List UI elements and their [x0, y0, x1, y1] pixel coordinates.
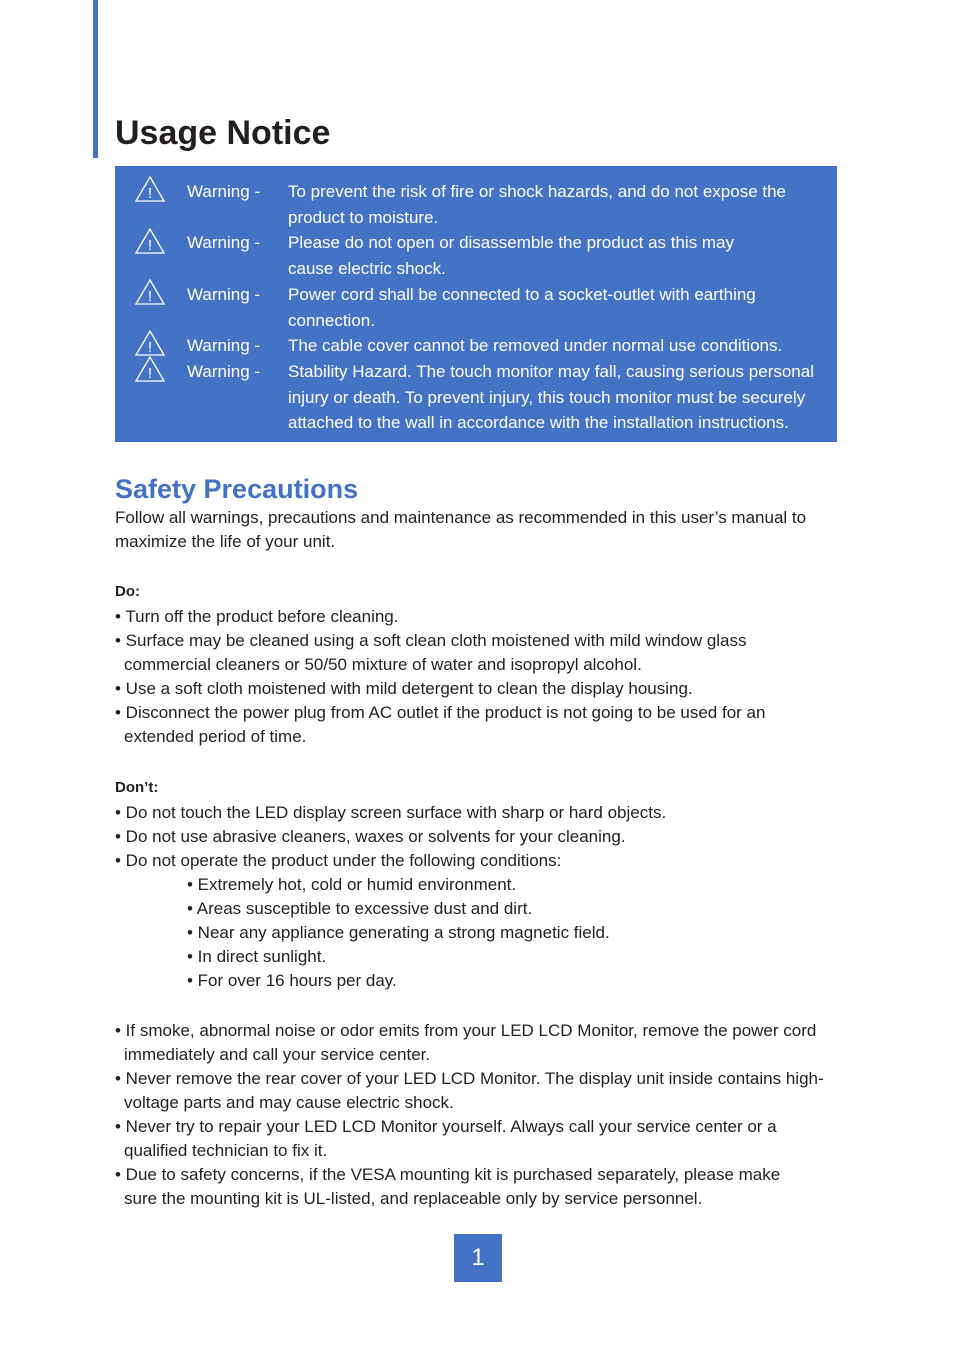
list-item: • Never try to repair your LED LCD Monitor yourself. Always call your service center or a qualified technician to fix it. — [115, 1117, 777, 1160]
list-item: • Areas susceptible to excessive dust and dirt. — [187, 899, 533, 918]
list-item: • Do not operate the product under the following conditions: — [115, 851, 562, 870]
warning-label: Warning - — [187, 285, 261, 304]
list-item: • Use a soft cloth moistened with mild detergent to clean the display housing. — [115, 679, 693, 698]
do-list — [115, 605, 835, 749]
left-accent-bar — [93, 0, 98, 158]
warning-text: Stability Hazard. The touch monitor may fall, causing serious personal injury or death. To prevent injury, this touch monitor must be securely attached to the wall in accordance with the installation instructions. — [288, 362, 814, 432]
warning-triangle-icon — [134, 175, 166, 203]
svg-text:!: ! — [147, 339, 153, 356]
additional-precautions-list — [115, 1019, 835, 1211]
list-item: • Do not touch the LED display screen surface with sharp or hard objects. — [115, 803, 667, 822]
warning-label: Warning - — [187, 182, 261, 201]
warning-box — [115, 166, 837, 442]
dont-list — [115, 801, 835, 873]
warning-text: The cable cover cannot be removed under normal use conditions. — [288, 336, 783, 355]
warning-triangle-icon — [134, 227, 166, 255]
list-item: • Near any appliance generating a strong magnetic field. — [187, 923, 610, 942]
list-item: • Turn off the product before cleaning. — [115, 607, 399, 626]
do-heading: Do: — [115, 583, 140, 600]
svg-text:!: ! — [147, 365, 153, 382]
warning-label: Warning - — [187, 336, 261, 355]
conditions-list — [187, 873, 610, 993]
warning-text: To prevent the risk of fire or shock hazards, and do not expose the product to moisture. — [288, 182, 787, 227]
list-item: • Extremely hot, cold or humid environment. — [187, 875, 517, 894]
warning-triangle-icon — [134, 355, 166, 383]
warning-triangle-icon — [134, 329, 166, 357]
list-item: • Do not use abrasive cleaners, waxes or solvents for your cleaning. — [115, 827, 626, 846]
list-item: • For over 16 hours per day. — [187, 971, 397, 990]
svg-text:!: ! — [147, 185, 153, 202]
list-item: • Never remove the rear cover of your LED LCD Monitor. The display unit inside contains high-voltage parts and may cause electric shock. — [115, 1069, 824, 1112]
warning-text: Power cord shall be connected to a socket-outlet with earthing connection. — [288, 285, 756, 330]
list-item: • Disconnect the power plug from AC outlet if the product is not going to be used for an extended period of time. — [115, 703, 766, 746]
warning-label: Warning - — [187, 233, 261, 252]
warning-text: Please do not open or disassemble the product as this may cause electric shock. — [288, 233, 735, 278]
svg-text:!: ! — [147, 237, 153, 254]
page-number: 1 — [454, 1234, 502, 1282]
svg-text:!: ! — [147, 288, 153, 305]
section-title-safety: Safety Precautions — [115, 474, 359, 504]
warning-triangle-icon — [134, 278, 166, 306]
warning-label: Warning - — [187, 362, 261, 381]
list-item: • If smoke, abnormal noise or odor emits from your LED LCD Monitor, remove the power cord immediately and call your service center. — [115, 1021, 817, 1064]
list-item: • Due to safety concerns, if the VESA mounting kit is purchased separately, please make sure the mounting kit is UL-listed, and replaceable only by service personnel. — [115, 1165, 781, 1208]
safety-intro: Follow all warnings, precautions and maintenance as recommended in this user’s manual to maximize the life of your unit. — [115, 508, 807, 551]
dont-heading: Don’t: — [115, 779, 159, 796]
list-item: • Surface may be cleaned using a soft clean cloth moistened with mild window glass commercial cleaners or 50/50 mixture of water and isopropyl alcohol. — [115, 631, 747, 674]
page-title: Usage Notice — [115, 114, 331, 152]
list-item: • In direct sunlight. — [187, 947, 327, 966]
